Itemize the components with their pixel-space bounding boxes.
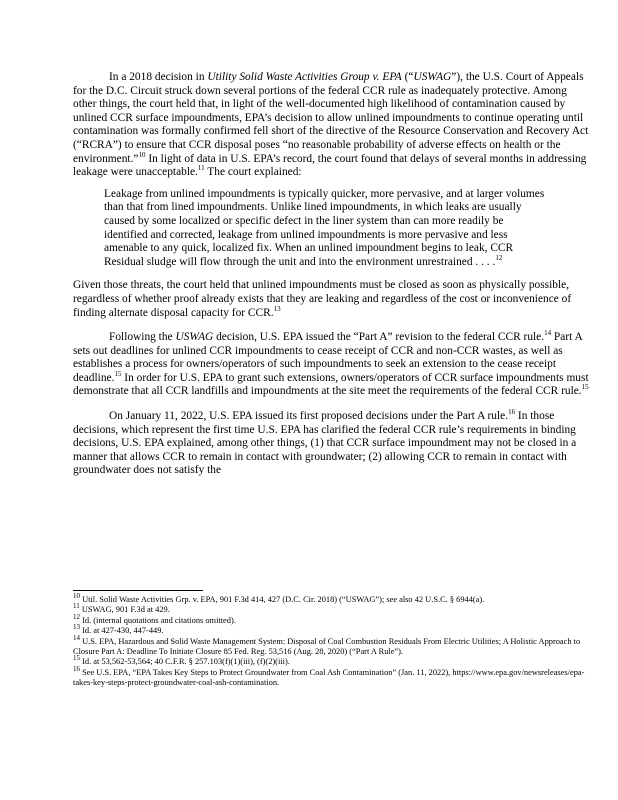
case-short-name: USWAG bbox=[175, 331, 214, 344]
text-run: On January 11, 2022, U.S. EPA issued its first proposed decisions under the Part A rule. bbox=[109, 410, 509, 423]
footnote bbox=[73, 633, 593, 658]
footnote-ref[interactable]: 16 bbox=[508, 408, 516, 417]
text-run: In those decisions, which represent the first time U.S. EPA has clarified the federal CCR rule’s requirements in binding decisions, U.S. EPA explained, among other things, (1) that CCR surface impoundment may not be closed in a manner that allows CCR to remain in contact with groundwater; (2) allowing CCR to remain in contact with groundwater does not satisfy the bbox=[73, 410, 577, 477]
text-run: The court explained: bbox=[204, 166, 302, 179]
footnote-text: Util. Solid Waste Activities Grp. v. EPA, 901 F.3d 414, 427 (D.C. Cir. 2018) (“USWAG”); see also 42 U.S.C. § 6944(a). bbox=[80, 595, 485, 604]
footnote-ref[interactable]: 14 bbox=[544, 329, 552, 338]
footnote-number: 10 bbox=[73, 592, 80, 601]
text-run: decision, U.S. EPA issued the “Part A” revision to the federal CCR rule. bbox=[213, 331, 545, 344]
footnote bbox=[73, 654, 593, 667]
text-run: In a 2018 decision in bbox=[109, 71, 205, 83]
footnote-number: 16 bbox=[73, 665, 80, 674]
footnote-ref[interactable]: 13 bbox=[273, 304, 281, 313]
footnote bbox=[73, 592, 593, 605]
paragraph-uswag-decision bbox=[73, 71, 589, 180]
text-run: In order for U.S. EPA to grant such extensions, owners/operators of CCR surface impoundments must demonstrate that all CCR landfills and impoundments at the site meet the requirements of the federal CCR rule. bbox=[73, 371, 589, 398]
footnote-number: 15 bbox=[73, 654, 80, 663]
paragraph-part-a bbox=[73, 331, 589, 399]
footnote-ref[interactable]: 11 bbox=[197, 164, 205, 173]
case-short-name: USWAG bbox=[413, 71, 452, 83]
footnote-number: 14 bbox=[73, 633, 80, 642]
footnote-text: Id. (internal quotations and citations omitted). bbox=[80, 615, 236, 625]
paragraph-january-decisions bbox=[73, 410, 589, 478]
footnote-ref[interactable]: 15 bbox=[581, 383, 589, 392]
footnote-number: 11 bbox=[73, 602, 80, 611]
footnote-ref[interactable]: 12 bbox=[495, 253, 503, 262]
footnote-ref[interactable]: 15 bbox=[114, 370, 122, 379]
footnote-text: Id. at 53,562-53,564; 40 C.F.R. § 257.103(f)(1)(iii), (f)(2)(iii). bbox=[80, 657, 290, 667]
text-run: (“ bbox=[401, 71, 414, 83]
footnotes bbox=[73, 592, 593, 689]
text-run: Following the bbox=[109, 331, 176, 344]
footnote-number: 13 bbox=[73, 623, 80, 632]
footnote-ref[interactable]: 10 bbox=[138, 150, 146, 159]
text-run: In light of data in U.S. EPA’s record, the court found that delays of several months in addressing leakage were unacceptable. bbox=[73, 152, 587, 179]
quote-text: Leakage from unlined impoundments is typically quicker, more pervasive, and at larger volumes than that from lined impoundments. Unlike lined impoundments, in which leaks are usually caused by some localized or specific defect in the liner system than can more readily be identified and corrected, leakage from unlined impoundments is more pervasive and less amenable to any quick, localized fix. When an unlined impoundment begins to leak, CCR Residual sludge will flow through the unit and into the environment unrestrained . . . . bbox=[104, 187, 545, 268]
footnote-number: 12 bbox=[73, 613, 80, 622]
case-name: Utility Solid Waste Activities Group v. EPA bbox=[207, 71, 402, 83]
footnote bbox=[73, 613, 593, 626]
footnote-text: Id. at 427-430, 447-449. bbox=[80, 626, 164, 636]
footnote bbox=[73, 623, 593, 636]
paragraph-threats bbox=[73, 279, 589, 320]
text-run: Given those threats, the court held that unlined impoundments must be closed as soon as physically possible, regardless of whether proof already exists that they are leaking and regardless of the cost or inconvenience of finding alternate disposal capacity for CCR. bbox=[73, 279, 572, 319]
text-run: Part A sets out deadlines for unlined CCR impoundments to cease receipt of CCR and non-CCR wastes, as well as establishes a process for owners/operators of such impoundments to seek an extension to the cease receipt deadline. bbox=[73, 331, 583, 384]
block-quote bbox=[104, 188, 549, 270]
text-run: ”), the U.S. Court of Appeals for the D.C. Circuit struck down several portions of the federal CCR rule as inadequately protective. Among other things, the court held that, in light of the well-documented high likelihood of contamination caused by unlined CCR surface impoundments, EPA’s decision to allow unlined impoundments to continue operating until contamination was formally confirmed fell short of the directive of the Resource Conservation and Recovery Act (“RCRA”) to ensure that CCR disposal poses “no reasonable probability of adverse effects on health or the environment.” bbox=[73, 71, 589, 165]
footnote-text: USWAG, 901 F.3d at 429. bbox=[79, 605, 170, 615]
footnote-separator bbox=[73, 590, 203, 591]
footnote bbox=[73, 602, 593, 615]
footnote bbox=[73, 665, 593, 689]
document-body bbox=[73, 71, 589, 478]
footnote-text: U.S. EPA, Hazardous and Solid Waste Management System: Disposal of Coal Combustion Residuals From Electric Utilities; A Holistic Approach to Closure Part A: Deadline To Initiate Closure 85 Fed. Reg. 53,516 (Aug. 28, 2020) (“Part A Rule”). bbox=[73, 636, 581, 657]
footnote-text: See U.S. EPA, “EPA Takes Key Steps to Protect Groundwater from Coal Ash Contamination” (Jan. 11, 2022), https://www.epa.gov/newsreleases/epa-takes-key-steps-protect-groundwater-coal-ash-contamination. bbox=[73, 667, 585, 688]
